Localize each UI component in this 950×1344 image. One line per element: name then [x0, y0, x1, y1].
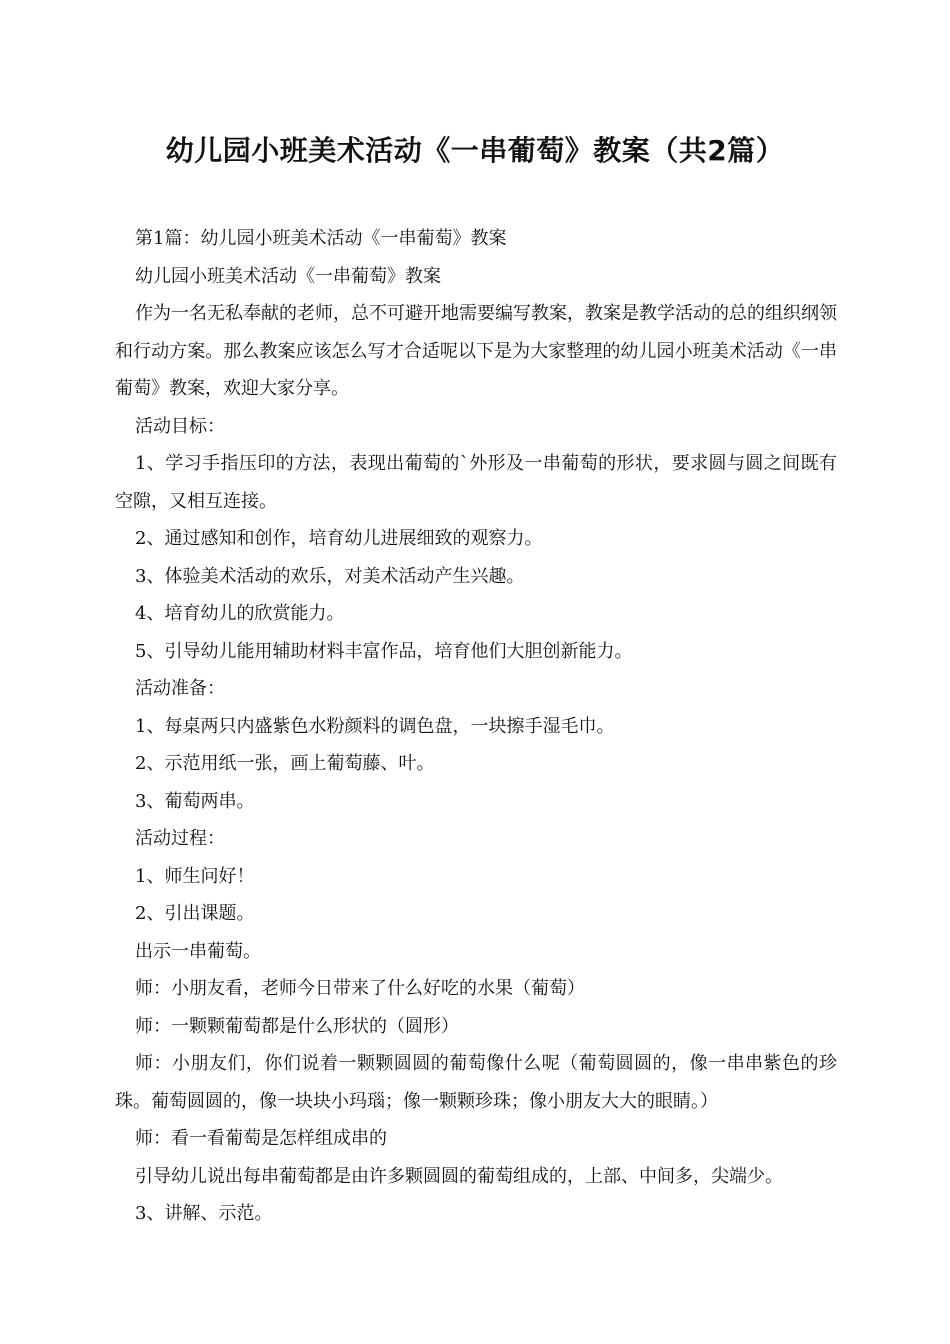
process-step-1: 1、师生问好！	[135, 865, 255, 887]
dialogue-line: 师：看一看葡萄是怎样组成串的	[135, 1128, 387, 1149]
goal-item-3: 3、体验美术活动的欢乐，对美术活动产生兴趣。	[135, 565, 525, 587]
document-body	[115, 220, 837, 1233]
process-step-2: 2、引出课题。	[135, 903, 255, 924]
goal-item-1: 1、学习手指压印的方法，表现出葡萄的`外形及一串葡萄的形状，要求圆与圆之间既有空隙，又相互连接。	[115, 453, 837, 512]
dialogue-line: 师：小朋友们，你们说着一颗颗圆圆的葡萄像什么呢（葡萄圆圆的，像一串串紫色的珍珠。葡萄圆圆的，像一块块小玛瑙；像一颗颗珍珠；像小朋友大大的眼睛。）	[115, 1053, 837, 1112]
preparation-item-2: 2、示范用纸一张，画上葡萄藤、叶。	[135, 753, 435, 774]
paragraph-intro: 作为一名无私奉献的老师，总不可避开地需要编写教案，教案是教学活动的总的组织纲领和行动方案。那么教案应该怎么写才合适呢以下是为大家整理的幼儿园小班美术活动《一串葡萄》教案，欢迎大家分享。	[115, 303, 837, 399]
goal-item-5: 5、引导幼儿能用辅助材料丰富作品，培育他们大胆创新能力。	[135, 640, 633, 662]
goal-item-4: 4、培育幼儿的欣赏能力。	[135, 603, 345, 624]
section-heading-preparation: 活动准备：	[135, 678, 225, 699]
dialogue-line: 师：小朋友看，老师今日带来了什么好吃的水果（葡萄）	[135, 978, 585, 999]
document-title: 幼儿园小班美术活动《一串葡萄》教案（共2篇）	[165, 134, 785, 167]
section-heading-goals: 活动目标：	[135, 415, 225, 437]
dialogue-line: 师：一颗颗葡萄都是什么形状的（圆形）	[135, 1015, 459, 1037]
section-heading-process: 活动过程：	[135, 828, 225, 849]
process-line: 引导幼儿说出每串葡萄都是由许多颗圆圆的葡萄组成的，上部、中间多，尖端少。	[135, 1165, 783, 1187]
paragraph-lesson-title: 幼儿园小班美术活动《一串葡萄》教案	[135, 265, 441, 287]
goal-item-2: 2、通过感知和创作，培育幼儿进展细致的观察力。	[135, 528, 543, 549]
preparation-item-1: 1、每桌两只内盛紫色水粉颜料的调色盘，一块擦手湿毛巾。	[135, 715, 615, 737]
paragraph-part-heading: 第1篇：幼儿园小班美术活动《一串葡萄》教案	[135, 228, 507, 249]
process-step-3: 3、讲解、示范。	[135, 1203, 273, 1224]
preparation-item-3: 3、葡萄两串。	[135, 790, 255, 812]
process-line: 出示一串葡萄。	[135, 940, 261, 962]
